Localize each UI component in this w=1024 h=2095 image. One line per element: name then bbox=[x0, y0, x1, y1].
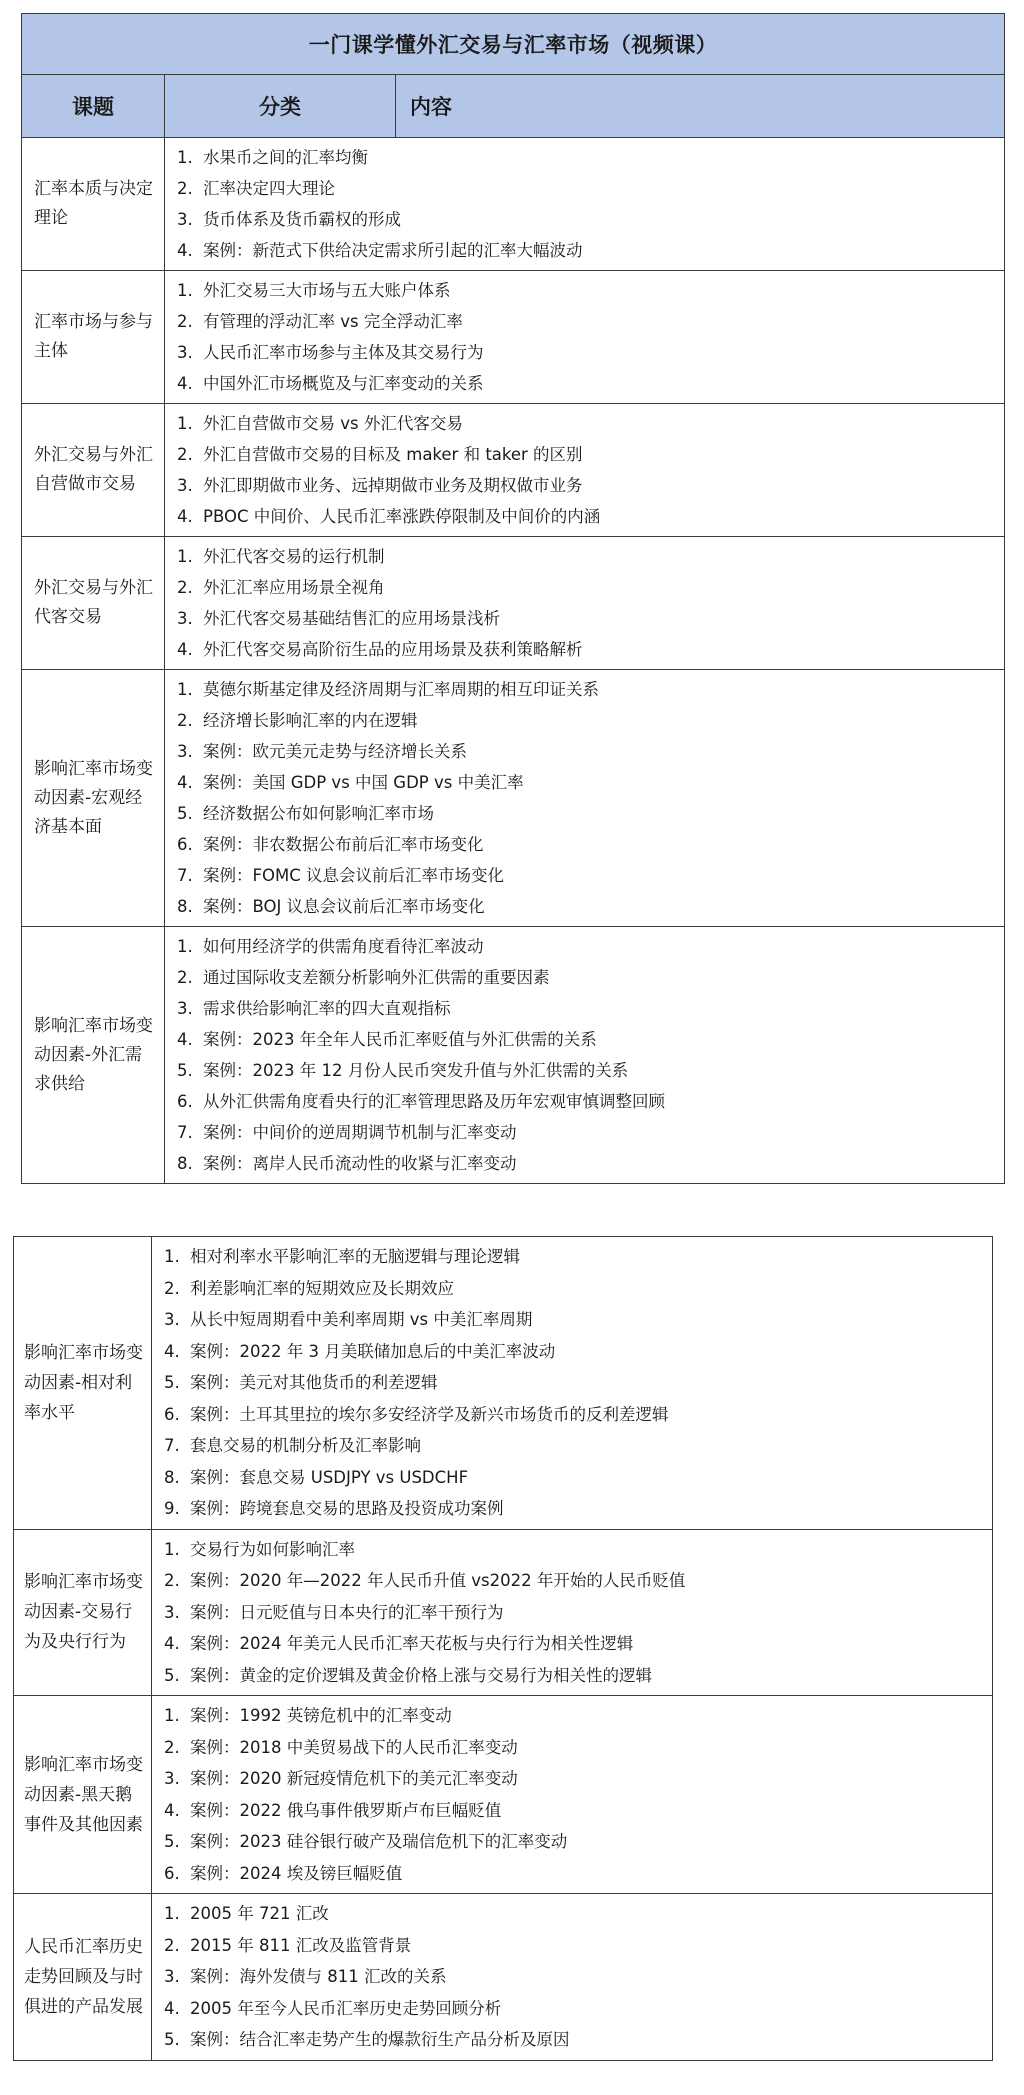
section-items bbox=[152, 1529, 993, 1696]
list-item bbox=[177, 306, 994, 337]
item-text: 经济数据公布如何影响汇率市场 bbox=[203, 804, 434, 823]
section-row bbox=[22, 537, 1005, 670]
item-number: 2. bbox=[164, 1737, 180, 1757]
list-item bbox=[164, 1628, 982, 1660]
list-item bbox=[177, 470, 994, 501]
section-topic: 汇率本质与决定理论 bbox=[22, 138, 165, 271]
item-number: 2. bbox=[177, 968, 193, 987]
item-number: 5. bbox=[177, 804, 193, 823]
list-item bbox=[177, 275, 994, 306]
list-item bbox=[164, 1700, 982, 1732]
item-number: 7. bbox=[177, 1123, 193, 1142]
item-list bbox=[164, 1534, 982, 1692]
course-outline-table-1 bbox=[21, 13, 1005, 1184]
item-number: 6. bbox=[177, 1092, 193, 1111]
list-item bbox=[177, 993, 994, 1024]
item-number: 1. bbox=[177, 414, 193, 433]
item-number: 2. bbox=[164, 1935, 180, 1955]
item-list bbox=[177, 674, 994, 922]
list-item bbox=[164, 1241, 982, 1273]
item-number: 6. bbox=[177, 835, 193, 854]
item-number: 7. bbox=[177, 866, 193, 885]
item-number: 1. bbox=[177, 148, 193, 167]
header-row bbox=[22, 75, 1005, 138]
list-item bbox=[164, 1763, 982, 1795]
item-number: 3. bbox=[177, 999, 193, 1018]
item-text: 套息交易的机制分析及汇率影响 bbox=[190, 1436, 421, 1455]
list-item bbox=[177, 1024, 994, 1055]
item-text: 案例：2022 俄乌事件俄罗斯卢布巨幅贬值 bbox=[190, 1800, 502, 1820]
list-item bbox=[164, 1898, 982, 1930]
item-text: 外汇自营做市交易 vs 外汇代客交易 bbox=[203, 414, 463, 433]
item-text: 外汇即期做市业务、远掉期做市业务及期权做市业务 bbox=[203, 476, 583, 495]
list-item bbox=[177, 235, 994, 266]
list-item bbox=[177, 736, 994, 767]
item-text: 案例：美国 GDP vs 中国 GDP vs 中美汇率 bbox=[203, 773, 524, 792]
item-number: 3. bbox=[177, 609, 193, 628]
item-text: 从长中短周期看中美利率周期 vs 中美汇率周期 bbox=[190, 1310, 533, 1329]
item-number: 5. bbox=[164, 1665, 180, 1685]
list-item bbox=[164, 1930, 982, 1962]
item-text: 如何用经济学的供需角度看待汇率波动 bbox=[203, 937, 484, 956]
item-text: 案例：欧元美元走势与经济增长关系 bbox=[203, 742, 467, 761]
item-number: 6. bbox=[164, 1404, 180, 1424]
item-text: PBOC 中间价、人民币汇率涨跌停限制及中间价的内涵 bbox=[203, 507, 601, 526]
title-row bbox=[22, 14, 1005, 75]
item-text: 案例：2022 年 3 月美联储加息后的中美汇率波动 bbox=[190, 1341, 556, 1361]
list-item bbox=[177, 173, 994, 204]
list-item bbox=[164, 1430, 982, 1462]
section-topic: 影响汇率市场变动因素-外汇需求供给 bbox=[22, 927, 165, 1184]
item-number: 4. bbox=[164, 1800, 180, 1820]
list-item bbox=[177, 674, 994, 705]
section-items bbox=[152, 1696, 993, 1894]
list-item bbox=[177, 962, 994, 993]
item-number: 2. bbox=[177, 179, 193, 198]
item-number: 4. bbox=[164, 1998, 180, 2018]
list-item bbox=[177, 572, 994, 603]
list-item bbox=[177, 501, 994, 532]
item-text: 案例：2024 年美元人民币汇率天花板与央行行为相关性逻辑 bbox=[190, 1634, 634, 1653]
list-item bbox=[177, 1117, 994, 1148]
item-number: 1. bbox=[164, 1247, 180, 1266]
item-text: 案例：黄金的定价逻辑及黄金价格上涨与交易行为相关性的逻辑 bbox=[190, 1665, 652, 1685]
item-list bbox=[177, 408, 994, 532]
list-item bbox=[164, 1534, 982, 1566]
item-number: 8. bbox=[177, 897, 193, 916]
item-text: 交易行为如何影响汇率 bbox=[190, 1539, 355, 1559]
item-number: 2. bbox=[177, 445, 193, 464]
list-item bbox=[177, 798, 994, 829]
list-item bbox=[177, 860, 994, 891]
list-item bbox=[177, 1055, 994, 1086]
item-text: 案例：海外发债与 811 汇改的关系 bbox=[190, 1967, 447, 1986]
item-text: 案例：离岸人民币流动性的收紧与汇率变动 bbox=[203, 1154, 517, 1173]
list-item bbox=[164, 1597, 982, 1629]
item-list bbox=[164, 1700, 982, 1889]
list-item bbox=[177, 1086, 994, 1117]
list-item bbox=[177, 634, 994, 665]
section-row bbox=[14, 1237, 993, 1530]
item-text: 2005 年至今人民币汇率历史走势回顾分析 bbox=[190, 1998, 502, 2018]
item-text: 中国外汇市场概览及与汇率变动的关系 bbox=[203, 374, 484, 393]
item-text: 莫德尔斯基定律及经济周期与汇率周期的相互印证关系 bbox=[203, 680, 599, 699]
section-topic: 汇率市场与参与主体 bbox=[22, 271, 165, 404]
item-text: 案例：2020 年—2022 年人民币升值 vs2022 年开始的人民币贬值 bbox=[190, 1571, 686, 1590]
item-number: 4. bbox=[177, 374, 193, 393]
item-number: 7. bbox=[164, 1436, 180, 1455]
list-item bbox=[177, 408, 994, 439]
item-text: 从外汇供需角度看央行的汇率管理思路及历年宏观审慎调整回顾 bbox=[203, 1092, 665, 1111]
section-row bbox=[14, 1894, 993, 2061]
list-item bbox=[177, 1148, 994, 1179]
item-text: 人民币汇率市场参与主体及其交易行为 bbox=[203, 343, 484, 362]
list-item bbox=[164, 2024, 982, 2056]
item-text: 外汇代客交易的运行机制 bbox=[203, 547, 385, 566]
item-text: 经济增长影响汇率的内在逻辑 bbox=[203, 711, 418, 730]
list-item bbox=[177, 337, 994, 368]
item-number: 2. bbox=[164, 1571, 180, 1590]
item-text: 2005 年 721 汇改 bbox=[190, 1904, 329, 1923]
item-number: 1. bbox=[164, 1904, 180, 1923]
item-text: 案例：2023 年 12 月份人民币突发升值与外汇供需的关系 bbox=[203, 1061, 629, 1080]
item-number: 2. bbox=[177, 312, 193, 331]
section-topic: 人民币汇率历史走势回顾及与时俱进的产品发展 bbox=[14, 1894, 152, 2061]
item-number: 2. bbox=[177, 578, 193, 597]
list-item bbox=[177, 368, 994, 399]
item-number: 5. bbox=[164, 1373, 180, 1392]
item-list bbox=[177, 142, 994, 266]
item-text: 利差影响汇率的短期效应及长期效应 bbox=[190, 1278, 454, 1298]
list-item bbox=[177, 705, 994, 736]
header-content: 内容 bbox=[396, 75, 1005, 138]
list-item bbox=[164, 1961, 982, 1993]
course-title: 一门课学懂外汇交易与汇率市场（视频课） bbox=[22, 14, 1005, 75]
item-text: 外汇交易三大市场与五大账户体系 bbox=[203, 281, 451, 300]
item-number: 8. bbox=[164, 1467, 180, 1487]
item-text: 案例：美元对其他货币的利差逻辑 bbox=[190, 1373, 438, 1392]
item-number: 1. bbox=[177, 937, 193, 956]
item-number: 5. bbox=[164, 1832, 180, 1851]
item-number: 3. bbox=[177, 742, 193, 761]
item-number: 6. bbox=[164, 1863, 180, 1883]
item-list bbox=[164, 1898, 982, 2056]
item-number: 3. bbox=[164, 1769, 180, 1788]
list-item bbox=[164, 1367, 982, 1399]
section-row bbox=[22, 927, 1005, 1184]
item-text: 案例：2024 埃及镑巨幅贬值 bbox=[190, 1863, 403, 1883]
item-text: 案例：2023 硅谷银行破产及瑞信危机下的汇率变动 bbox=[190, 1832, 568, 1851]
item-text: 案例：非农数据公布前后汇率市场变化 bbox=[203, 835, 484, 854]
section-row bbox=[22, 271, 1005, 404]
section-topic: 外汇交易与外汇代客交易 bbox=[22, 537, 165, 670]
item-number: 1. bbox=[177, 547, 193, 566]
item-list bbox=[177, 931, 994, 1179]
item-text: 案例：2018 中美贸易战下的人民币汇率变动 bbox=[190, 1737, 518, 1757]
list-item bbox=[177, 541, 994, 572]
item-list bbox=[164, 1241, 982, 1525]
item-number: 2. bbox=[164, 1278, 180, 1298]
course-outline-table-2 bbox=[13, 1236, 993, 2061]
item-text: 案例：套息交易 USDJPY vs USDCHF bbox=[190, 1467, 469, 1487]
section-topic: 影响汇率市场变动因素-宏观经济基本面 bbox=[22, 670, 165, 927]
item-text: 水果币之间的汇率均衡 bbox=[203, 148, 368, 167]
item-number: 8. bbox=[177, 1154, 193, 1173]
section-row bbox=[22, 404, 1005, 537]
list-item bbox=[164, 1336, 982, 1368]
item-text: 相对利率水平影响汇率的无脑逻辑与理论逻辑 bbox=[190, 1247, 520, 1266]
item-text: 需求供给影响汇率的四大直观指标 bbox=[203, 999, 451, 1018]
item-text: 案例：结合汇率走势产生的爆款衍生产品分析及原因 bbox=[190, 2030, 570, 2049]
section-topic: 影响汇率市场变动因素-黑天鹅事件及其他因素 bbox=[14, 1696, 152, 1894]
list-item bbox=[177, 204, 994, 235]
item-list bbox=[177, 275, 994, 399]
item-text: 外汇自营做市交易的目标及 maker 和 taker 的区别 bbox=[203, 445, 583, 464]
item-text: 案例：中间价的逆周期调节机制与汇率变动 bbox=[203, 1123, 517, 1142]
section-row bbox=[22, 670, 1005, 927]
item-text: 案例：1992 英镑危机中的汇率变动 bbox=[190, 1706, 452, 1725]
list-item bbox=[164, 1826, 982, 1858]
section-items bbox=[165, 670, 1005, 927]
section-items bbox=[165, 404, 1005, 537]
list-item bbox=[164, 1795, 982, 1827]
item-number: 3. bbox=[164, 1602, 180, 1622]
item-text: 2015 年 811 汇改及监管背景 bbox=[190, 1935, 412, 1955]
item-text: 货币体系及货币霸权的形成 bbox=[203, 210, 401, 229]
list-item bbox=[164, 1660, 982, 1692]
item-number: 3. bbox=[177, 476, 193, 495]
item-number: 4. bbox=[164, 1341, 180, 1361]
item-number: 3. bbox=[164, 1310, 180, 1329]
item-text: 案例：BOJ 议息会议前后汇率市场变化 bbox=[203, 897, 485, 916]
item-number: 1. bbox=[164, 1539, 180, 1559]
section-items bbox=[165, 138, 1005, 271]
section-items bbox=[165, 271, 1005, 404]
item-text: 外汇代客交易基础结售汇的应用场景浅析 bbox=[203, 609, 500, 628]
list-item bbox=[177, 891, 994, 922]
item-number: 3. bbox=[177, 210, 193, 229]
item-text: 外汇代客交易高阶衍生品的应用场景及获利策略解析 bbox=[203, 640, 583, 659]
list-item bbox=[164, 1462, 982, 1494]
item-text: 案例：日元贬值与日本央行的汇率干预行为 bbox=[190, 1602, 504, 1622]
item-number: 1. bbox=[177, 680, 193, 699]
list-item bbox=[177, 603, 994, 634]
item-number: 4. bbox=[177, 640, 193, 659]
list-item bbox=[177, 439, 994, 470]
section-topic: 外汇交易与外汇自营做市交易 bbox=[22, 404, 165, 537]
section-row bbox=[14, 1696, 993, 1894]
item-number: 5. bbox=[177, 1061, 193, 1080]
item-text: 有管理的浮动汇率 vs 完全浮动汇率 bbox=[203, 312, 463, 331]
item-number: 5. bbox=[164, 2030, 180, 2049]
item-text: 通过国际收支差额分析影响外汇供需的重要因素 bbox=[203, 968, 550, 987]
item-text: 汇率决定四大理论 bbox=[203, 179, 335, 198]
list-item bbox=[164, 1399, 982, 1431]
header-topic: 课题 bbox=[22, 75, 165, 138]
list-item bbox=[164, 1993, 982, 2025]
item-text: 案例：2020 新冠疫情危机下的美元汇率变动 bbox=[190, 1769, 518, 1788]
list-item bbox=[177, 142, 994, 173]
section-items bbox=[152, 1894, 993, 2061]
item-text: 外汇汇率应用场景全视角 bbox=[203, 578, 385, 597]
section-items bbox=[165, 927, 1005, 1184]
list-item bbox=[164, 1493, 982, 1525]
item-number: 2. bbox=[177, 711, 193, 730]
list-item bbox=[164, 1732, 982, 1764]
item-text: 案例：2023 年全年人民币汇率贬值与外汇供需的关系 bbox=[203, 1030, 597, 1049]
item-number: 1. bbox=[164, 1706, 180, 1725]
item-number: 9. bbox=[164, 1499, 180, 1518]
item-number: 4. bbox=[177, 507, 193, 526]
section-topic: 影响汇率市场变动因素-相对利率水平 bbox=[14, 1237, 152, 1530]
item-number: 4. bbox=[177, 241, 193, 260]
section-row bbox=[22, 138, 1005, 271]
list-item bbox=[164, 1304, 982, 1336]
item-text: 案例：跨境套息交易的思路及投资成功案例 bbox=[190, 1499, 504, 1518]
item-number: 4. bbox=[177, 773, 193, 792]
item-number: 3. bbox=[177, 343, 193, 362]
list-item bbox=[164, 1858, 982, 1890]
section-topic: 影响汇率市场变动因素-交易行为及央行行为 bbox=[14, 1529, 152, 1696]
list-item bbox=[164, 1273, 982, 1305]
item-number: 1. bbox=[177, 281, 193, 300]
section-row bbox=[14, 1529, 993, 1696]
list-item bbox=[164, 1565, 982, 1597]
item-text: 案例：FOMC 议息会议前后汇率市场变化 bbox=[203, 866, 504, 885]
section-items bbox=[152, 1237, 993, 1530]
header-category: 分类 bbox=[165, 75, 396, 138]
list-item bbox=[177, 931, 994, 962]
item-text: 案例：新范式下供给决定需求所引起的汇率大幅波动 bbox=[203, 241, 583, 260]
item-list bbox=[177, 541, 994, 665]
list-item bbox=[177, 767, 994, 798]
item-text: 案例：土耳其里拉的埃尔多安经济学及新兴市场货币的反利差逻辑 bbox=[190, 1404, 669, 1424]
section-items bbox=[165, 537, 1005, 670]
item-number: 3. bbox=[164, 1967, 180, 1986]
item-number: 4. bbox=[164, 1634, 180, 1653]
item-number: 4. bbox=[177, 1030, 193, 1049]
list-item bbox=[177, 829, 994, 860]
